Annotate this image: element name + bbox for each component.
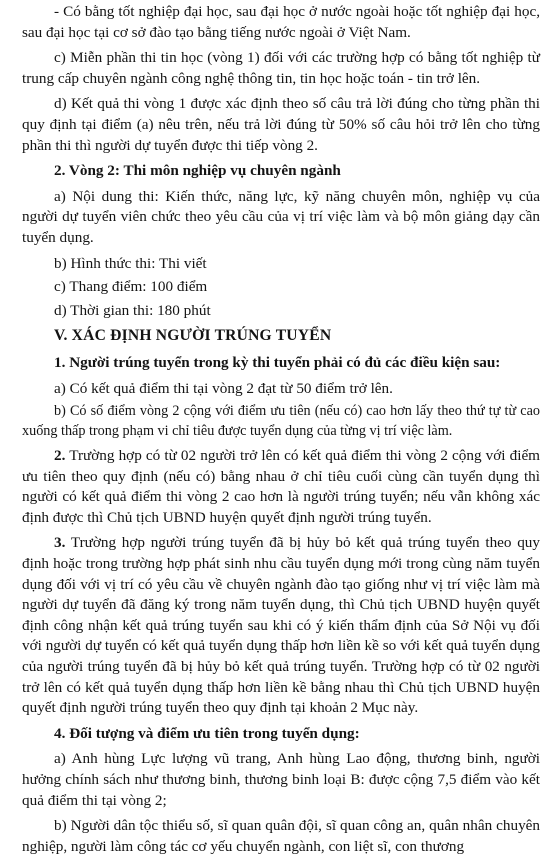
- paragraph-1a: a) Có kết quả điểm thi tại vòng 2 đạt từ 50 điểm trở lên.: [54, 379, 393, 397]
- paragraph-2-number: 2.: [54, 447, 66, 465]
- paragraph-intro: - Có bằng tốt nghiệp đại học, sau đại học ở nước ngoài hoặc tốt nghiệp đại học, sau đại học tại cơ sở đào tạo bằng tiếng nước ngoài ở Việt Nam.: [22, 3, 540, 41]
- heading-priority: 4. Đối tượng và điểm ưu tiên trong tuyển dụng:: [54, 724, 360, 742]
- paragraph-4b: b) Người dân tộc thiểu số, sĩ quan quân đội, sĩ quan công an, quân nhân chuyên nghiệp, người làm công tác cơ yếu chuyển ngành, con liệt sĩ, con thương: [22, 817, 540, 855]
- paragraph-3-number: 3.: [54, 534, 66, 552]
- paragraph-vong2-c: c) Thang điểm: 100 điểm: [54, 278, 208, 296]
- paragraph-1b: b) Có số điểm vòng 2 cộng với điểm ưu tiên (nếu có) cao hơn lấy theo thứ tự từ cao xuống thấp trong phạm vi chỉ tiêu được tuyển dụng của từng vị trí việc làm.: [22, 403, 540, 439]
- paragraph-d: d) Kết quả thi vòng 1 được xác định theo số câu trả lời đúng cho từng phần thi quy định tại điểm (a) nêu trên, nếu trả lời đúng từ 50% số câu hỏi trở lên cho từng phần thi thì người dự tuyển được thi tiếp vòng 2.: [22, 95, 540, 154]
- paragraph-vong2-a: a) Nội dung thi: Kiến thức, năng lực, kỹ năng chuyên môn, nghiệp vụ của người dự tuyển viên chức theo yêu cầu của vị trí việc làm và bộ môn giảng dạy cần tuyển dụng.: [22, 187, 540, 246]
- paragraph-vong2-b: b) Hình thức thi: Thi viết: [54, 254, 207, 272]
- paragraph-vong2-d: d) Thời gian thi: 180 phút: [54, 301, 211, 319]
- paragraph-2-text: Trường hợp có từ 02 người trở lên có kết quả điểm thi vòng 2 cộng với điểm ưu tiên theo quy định (nếu có) bằng nhau ở chỉ tiêu cuối cùng cần tuyển dụng thì người có kết quả điểm thi vòng 2 cao hơn là người trúng tuyển; nếu vẫn không xác định được thì Chủ tịch UBND huyện quyết định người trúng tuyển.: [22, 447, 540, 526]
- heading-conditions: 1. Người trúng tuyển trong kỳ thi tuyển phải có đủ các điều kiện sau:: [54, 353, 501, 371]
- paragraph-4a: a) Anh hùng Lực lượng vũ trang, Anh hùng Lao động, thương binh, người hưởng chính sách như thương binh, thương binh loại B: được cộng 7,5 điểm vào kết quả điểm thi tại vòng 2;: [22, 750, 540, 809]
- paragraph-2: [22, 446, 540, 528]
- paragraph-c: c) Miễn phần thi tin học (vòng 1) đối với các trường hợp có bằng tốt nghiệp từ trung cấp chuyên ngành công nghệ thông tin, tin học hoặc toán - tin trở lên.: [22, 49, 540, 87]
- heading-vong-2: 2. Vòng 2: Thi môn nghiệp vụ chuyên ngành: [54, 162, 341, 180]
- paragraph-3-text: Trường hợp người trúng tuyển đã bị hủy bỏ kết quả trúng tuyển theo quy định hoặc trong trường hợp phát sinh nhu cầu tuyển dụng mới trong cùng năm tuyển dụng đối với vị trí có yêu cầu về chuyên ngành đào tạo giống như vị trí việc làm mà người dự tuyển đã đăng ký trong năm tuyển dụng, thì Chủ tịch UBND huyện quyết định công nhận kết quả trúng tuyển sau khi có ý kiến thẩm định của Sở Nội vụ đối với người dự tuyển có kết quả tuyển dụng thấp hơn liền kề so với kết quả tuyển dụng của người trúng tuyển đã bị hủy bỏ kết quả trúng tuyển. Trường hợp có từ 02 người trở lên có kết quả tuyển dụng thấp hơn liền kề bằng nhau thì Chủ tịch UBND huyện quyết định người trúng tuyển theo quy định tại khoản 2 Mục này.: [22, 534, 540, 717]
- paragraph-3: [22, 533, 540, 718]
- section-heading-v: V. XÁC ĐỊNH NGƯỜI TRÚNG TUYỂN: [54, 327, 332, 345]
